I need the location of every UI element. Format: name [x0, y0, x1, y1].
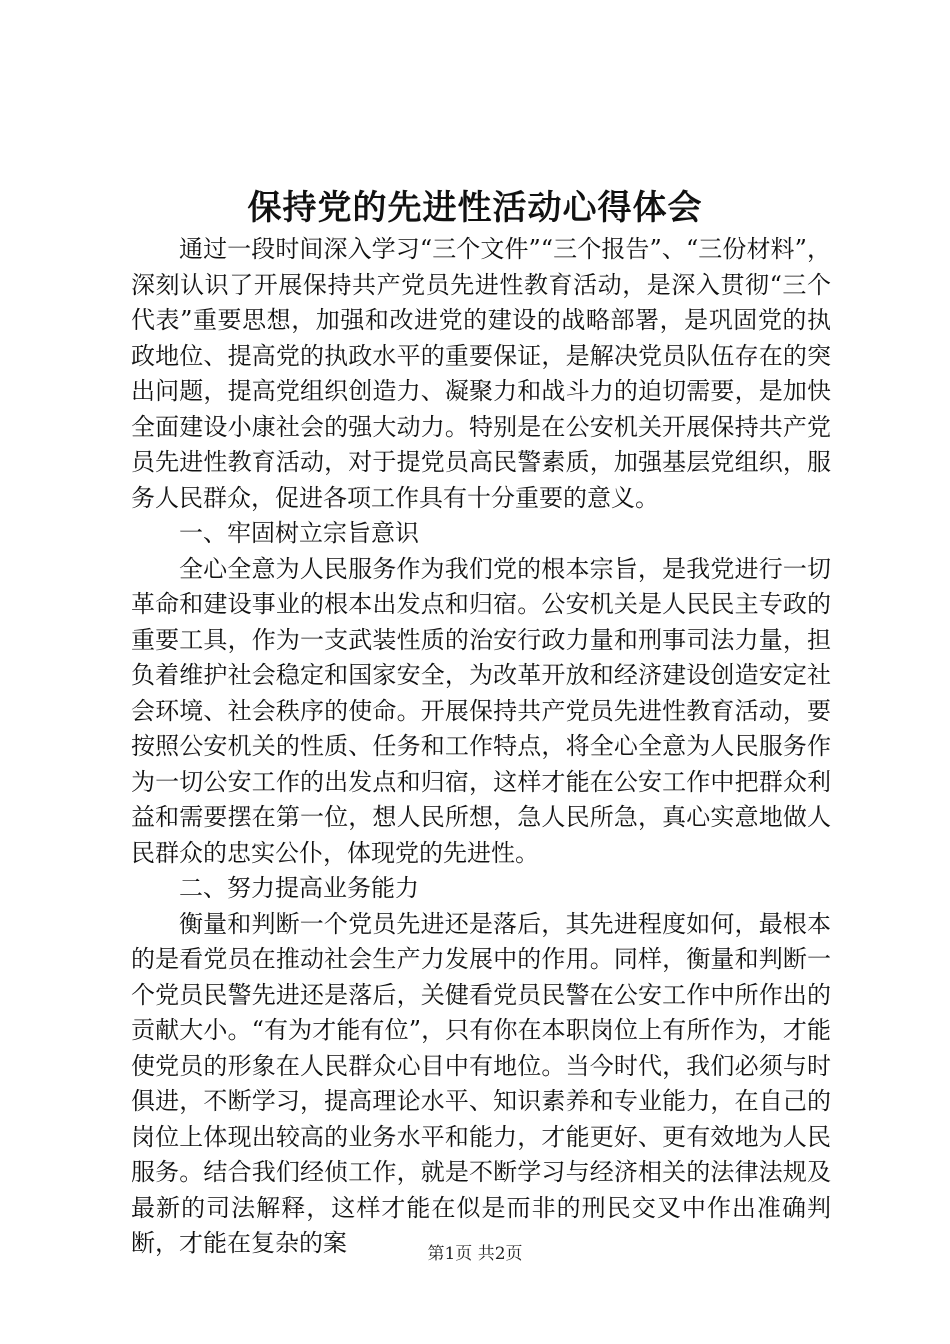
paragraph-section-2: 衡量和判断一个党员先进还是落后，其先进程度如何，最根本的是看党员在推动社会生产力发展中的作用。同样，衡量和判断一个党员民警先进还是落后，关健看党员民警在公安工作中所作出的贡献大小。“有为才能有位”，只有你在本职岗位上有所作为，才能使党员的形象在人民群众心目中有地位。当今时代，我们必须与时俱进，不断学习，提高理论水平、知识素养和专业能力，在自己的岗位上体现出较高的业务水平和能力，才能更好、更有效地为人民服务。结合我们经侦工作，就是不断学习与经济相关的法律法规及最新的司法解释，这样才能在似是而非的刑民交叉中作出准确判断，才能在复杂的案 — [131, 909, 831, 1257]
section-heading-2: 二、努力提高业务能力 — [179, 874, 419, 902]
page-footer: 第1页 共2页 — [427, 1244, 523, 1264]
document-title: 保持党的先进性活动心得体会 — [247, 188, 703, 228]
section-heading-1: 一、牢固树立宗旨意识 — [179, 519, 419, 547]
paragraph-intro: 通过一段时间深入学习“三个文件”“三个报告”、“三份材料”，深刻认识了开展保持共产党员先进性教育活动，是深入贯彻“三个代表”重要思想，加强和改进党的建设的战略部署，是巩固党的执政地位、提高党的执政水平的重要保证，是解决党员队伍存在的突出问题，提高党组织创造力、凝聚力和战斗力的迫切需要，是加快全面建设小康社会的强大动力。特别是在公安机关开展保持共产党员先进性教育活动，对于提党员高民警素质，加强基层党组织，服务人民群众，促进各项工作具有十分重要的意义。 — [131, 235, 831, 512]
document-body — [131, 232, 831, 1262]
paragraph-section-1: 全心全意为人民服务作为我们党的根本宗旨，是我党进行一切革命和建设事业的根本出发点和归宿。公安机关是人民民主专政的重要工具，作为一支武装性质的治安行政力量和刑事司法力量，担负着维护社会稳定和国家安全，为改革开放和经济建设创造安定社会环境、社会秩序的使命。开展保持共产党员先进性教育活动，要按照公安机关的性质、任务和工作特点，将全心全意为人民服务作为一切公安工作的出发点和归宿，这样才能在公安工作中把群众利益和需要摆在第一位，想人民所想，急人民所急，真心实意地做人民群众的忠实公仆，体现党的先进性。 — [131, 554, 831, 867]
